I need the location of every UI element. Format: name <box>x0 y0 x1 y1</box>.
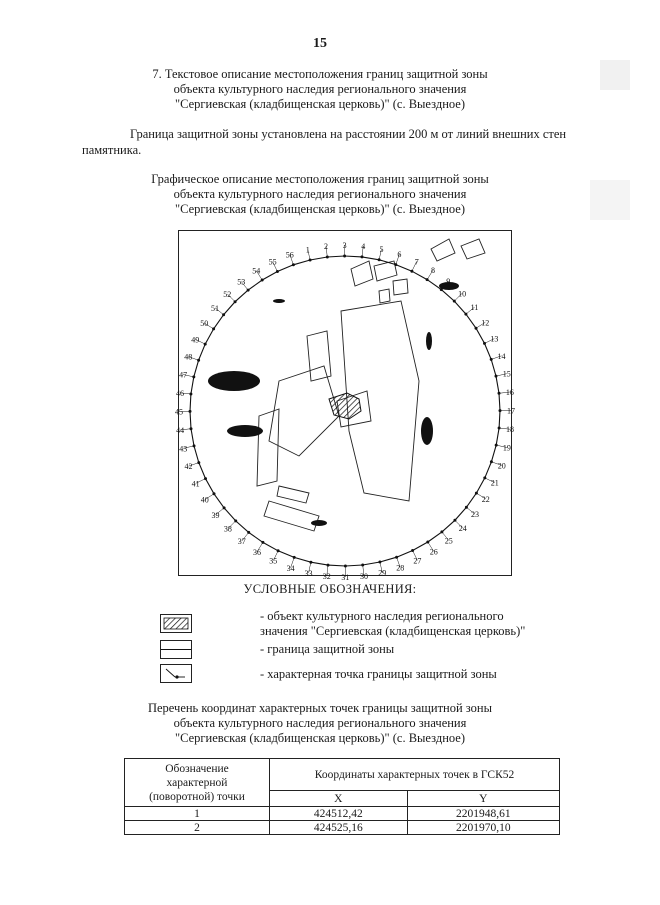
point-label: 29 <box>378 568 387 578</box>
point-label: 43 <box>179 444 188 454</box>
building <box>264 501 319 531</box>
site-map <box>175 230 515 582</box>
header-line: характерной <box>166 776 228 789</box>
graphic-title-line: объекта культурного наследия регионального значения <box>173 187 467 201</box>
boundary-point <box>426 278 429 281</box>
building <box>431 239 455 261</box>
point-label: 8 <box>431 266 435 276</box>
table-row <box>125 807 560 821</box>
boundary-point <box>475 327 478 330</box>
point-designation-header <box>125 759 270 807</box>
boundary-point <box>212 327 215 330</box>
point-label: 6 <box>397 250 402 260</box>
boundary-point <box>426 541 429 544</box>
building <box>277 486 309 503</box>
legend-hatch-symbol <box>160 614 192 633</box>
point-label: 12 <box>481 318 490 328</box>
boundary-point <box>277 549 280 552</box>
boundary-point <box>394 263 397 266</box>
legend-item-heritage <box>260 609 580 639</box>
legend-title: УСЛОВНЫЕ ОБОЗНАЧЕНИЯ: <box>243 582 417 596</box>
boundary-point <box>261 279 264 282</box>
point-label: 37 <box>237 537 246 546</box>
point-label: 46 <box>176 388 184 398</box>
point-label: 27 <box>413 556 422 566</box>
point-label: 36 <box>253 547 261 557</box>
list-title-line: "Сергиевская (кладбищенская церковь)" (с. Выездное) <box>174 731 466 745</box>
section-title-line: 7. Текстовое описание местоположения границ защитной зоны <box>152 67 488 81</box>
point-label: 48 <box>184 352 193 362</box>
point-label: 19 <box>502 443 511 453</box>
point-label: 41 <box>191 479 200 489</box>
legend-boundary-symbol <box>160 640 192 659</box>
point-label: 5 <box>379 245 384 255</box>
point-label: 21 <box>490 478 499 488</box>
body-paragraph: Граница защитной зоны установлена на расстоянии 200 м от линий внешних стен памятника. <box>82 127 567 157</box>
legend-text-line: - объект культурного наследия регионального <box>260 609 504 623</box>
legend-item-boundary <box>260 642 580 657</box>
point-label: 10 <box>458 289 467 299</box>
table-row <box>125 821 560 835</box>
point-label: 44 <box>176 426 185 435</box>
legend-item-point <box>260 667 580 682</box>
x-header: X <box>270 791 408 807</box>
scan-artifact <box>590 180 630 220</box>
boundary-point <box>197 359 200 362</box>
list-title-line: Перечень координат характерных точек границы защитной зоны <box>147 701 493 715</box>
point-label: 34 <box>286 563 295 573</box>
point-label: 53 <box>237 277 246 287</box>
graphic-title-line: Графическое описание местоположения границ защитной зоны <box>151 172 489 186</box>
parcel <box>269 366 339 456</box>
point-label: 25 <box>444 536 453 546</box>
point-label: 35 <box>269 556 278 566</box>
building <box>379 289 390 303</box>
point-cell: 2 <box>125 821 270 835</box>
point-label: 40 <box>200 495 209 505</box>
graphic-title-line: "Сергиевская (кладбищенская церковь)" (с. Выездное) <box>174 202 466 216</box>
point-label: 7 <box>414 257 419 267</box>
point-label: 49 <box>191 335 200 345</box>
coordinates-table <box>124 758 560 835</box>
point-label: 22 <box>481 495 490 504</box>
point-label: 23 <box>471 510 479 520</box>
site-map-drawing <box>175 231 515 582</box>
table-header-row <box>125 759 560 791</box>
legend-text-line: - характерная точка границы защитной зоны <box>260 667 497 681</box>
point-label: 30 <box>360 571 368 581</box>
boundary-point <box>410 270 413 273</box>
point-label: 16 <box>505 388 514 397</box>
point-swatch <box>161 665 191 682</box>
header-line: (поворотной) точки <box>149 790 245 803</box>
graphic-description-title <box>130 172 510 217</box>
point-label: 17 <box>507 406 515 416</box>
list-title-line: объекта культурного наследия регионального значения <box>173 716 467 730</box>
y-cell: 2201970,10 <box>407 821 559 835</box>
x-cell: 424525,16 <box>270 821 408 835</box>
point-label: 51 <box>211 303 219 313</box>
scan-artifact <box>600 60 630 90</box>
y-cell: 2201948,61 <box>407 807 559 821</box>
point-label: 31 <box>341 573 350 582</box>
point-label: 11 <box>470 303 479 313</box>
legend-text-line: значения "Сергиевская (кладбищенская церковь)" <box>260 624 526 638</box>
point-label: 50 <box>200 319 209 328</box>
point-label: 56 <box>285 250 294 260</box>
legend-text-line: - граница защитной зоны <box>260 642 395 656</box>
point-label: 15 <box>502 369 511 379</box>
heritage-object-hatched <box>329 393 361 419</box>
point-label: 14 <box>497 351 506 361</box>
point-label: 20 <box>497 461 506 471</box>
point-label: 32 <box>322 572 331 581</box>
boundary-point <box>197 461 200 464</box>
coordinates-list-title <box>130 701 510 746</box>
point-label: 33 <box>304 568 313 578</box>
section-title-line: "Сергиевская (кладбищенская церковь)" (с. Выездное) <box>174 97 466 111</box>
point-label: 18 <box>506 425 514 435</box>
point-label: 9 <box>446 277 451 286</box>
point-label: 4 <box>361 242 366 251</box>
building <box>351 261 373 286</box>
point-label: 39 <box>211 510 220 520</box>
point-cell: 1 <box>125 807 270 821</box>
coordinates-header: Координаты характерных точек в ГСК52 <box>270 759 560 791</box>
point-label: 13 <box>490 334 499 344</box>
header-line: Обозначение <box>165 762 229 775</box>
point-label: 26 <box>429 547 438 557</box>
hatch-swatch <box>161 615 191 632</box>
section-title <box>130 67 510 112</box>
boundary-point <box>490 460 493 463</box>
point-label: 3 <box>342 241 347 250</box>
parcel <box>307 331 331 381</box>
point-label: 42 <box>184 462 193 472</box>
point-label: 47 <box>179 370 188 380</box>
x-cell: 424512,42 <box>270 807 408 821</box>
legend-point-symbol <box>160 664 192 683</box>
point-label: 24 <box>458 524 467 534</box>
building <box>461 239 485 259</box>
y-header: Y <box>407 791 559 807</box>
point-label: 38 <box>223 524 232 534</box>
building <box>393 279 408 295</box>
point-label: 45 <box>175 407 183 417</box>
point-label: 52 <box>223 289 232 299</box>
page-number: 15 <box>313 36 327 51</box>
point-label: 28 <box>396 563 405 573</box>
point-label: 1 <box>305 245 310 255</box>
section-title-line: объекта культурного наследия регионального значения <box>173 82 467 96</box>
boundary-swatch <box>161 641 191 658</box>
point-label: 55 <box>268 257 277 267</box>
point-label: 2 <box>324 242 328 252</box>
parcel <box>257 409 279 486</box>
point-label: 54 <box>252 266 261 276</box>
